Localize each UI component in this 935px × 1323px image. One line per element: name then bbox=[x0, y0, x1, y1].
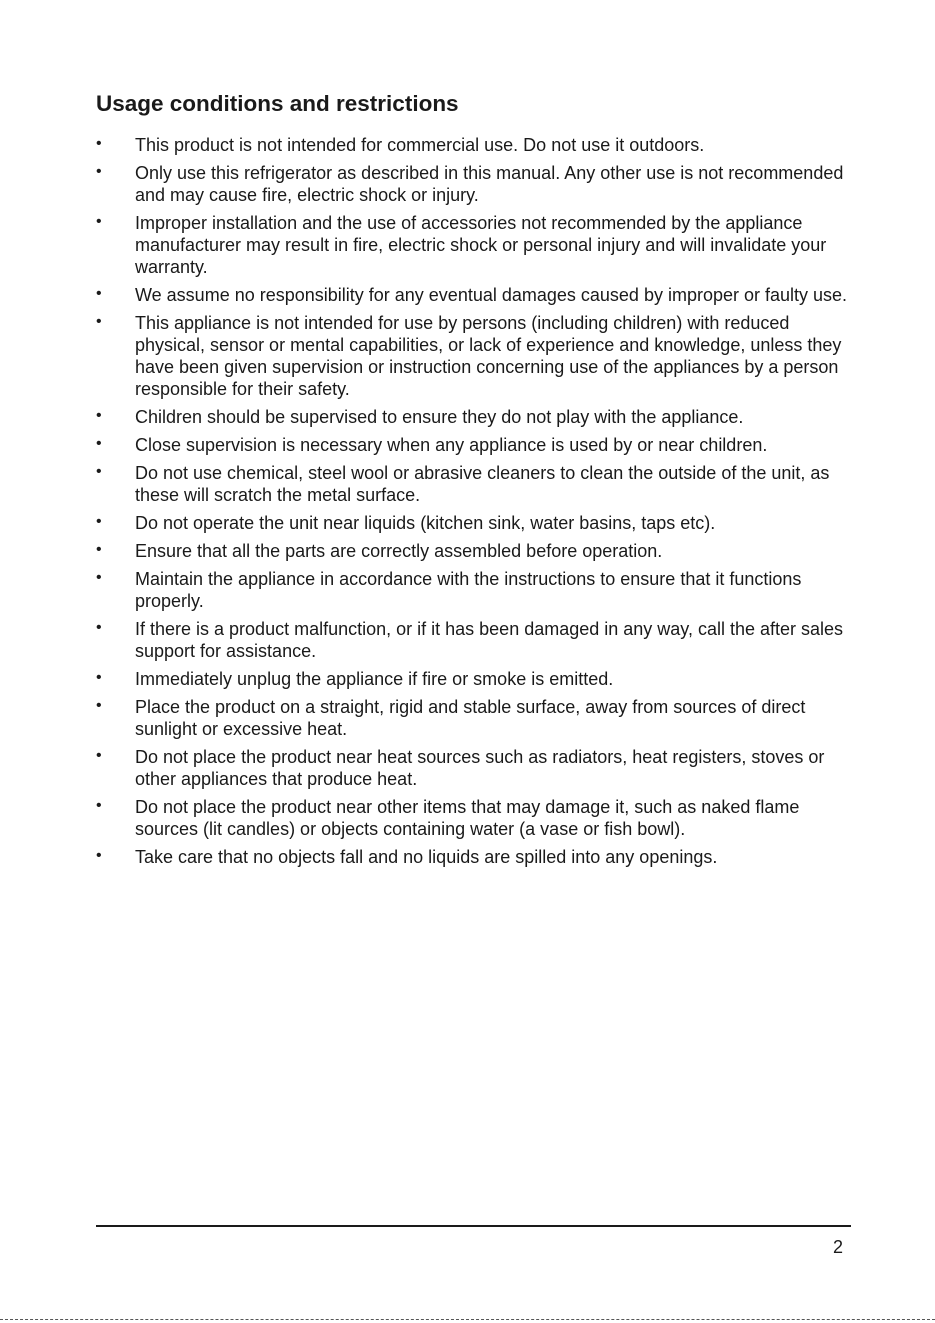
list-item bbox=[96, 746, 856, 790]
bullet-icon: • bbox=[96, 313, 102, 330]
usage-restrictions-list bbox=[96, 134, 856, 874]
bullet-icon: • bbox=[96, 569, 102, 586]
list-item-text: We assume no responsibility for any eventual damages caused by improper or faulty use. bbox=[135, 285, 848, 305]
list-item-text: Do not operate the unit near liquids (kitchen sink, water basins, taps etc). bbox=[135, 513, 716, 533]
list-item bbox=[96, 618, 856, 662]
list-item-text: Do not use chemical, steel wool or abrasive cleaners to clean the outside of the unit, as these will scratch the metal surface. bbox=[135, 463, 830, 505]
list-item-text: This appliance is not intended for use by persons (including children) with reduced physical, sensor or mental capabilities, or lack of experience and knowledge, unless they have been given supervision or instruction concerning use of the appliances by a person responsible for their safety. bbox=[135, 313, 842, 399]
bullet-icon: • bbox=[96, 541, 102, 558]
list-item bbox=[96, 434, 856, 456]
bullet-icon: • bbox=[96, 797, 102, 814]
list-item bbox=[96, 668, 856, 690]
bullet-icon: • bbox=[96, 163, 102, 180]
bullet-icon: • bbox=[96, 697, 102, 714]
bullet-icon: • bbox=[96, 135, 102, 152]
list-item bbox=[96, 568, 856, 612]
page-title: Usage conditions and restrictions bbox=[96, 91, 459, 116]
list-item-text: Improper installation and the use of accessories not recommended by the appliance manufacturer may result in fire, electric shock or personal injury and will invalidate your warranty. bbox=[135, 213, 827, 277]
list-item bbox=[96, 212, 856, 278]
list-item-text: This product is not intended for commercial use. Do not use it outdoors. bbox=[135, 135, 705, 155]
list-item-text: Only use this refrigerator as described in this manual. Any other use is not recommended and may cause fire, electric shock or injury. bbox=[135, 163, 844, 205]
list-item bbox=[96, 512, 856, 534]
bullet-icon: • bbox=[96, 513, 102, 530]
bullet-icon: • bbox=[96, 619, 102, 636]
bullet-icon: • bbox=[96, 213, 102, 230]
bullet-icon: • bbox=[96, 463, 102, 480]
list-item bbox=[96, 162, 856, 206]
list-item-text: Ensure that all the parts are correctly assembled before operation. bbox=[135, 541, 663, 561]
list-item bbox=[96, 134, 856, 156]
list-item-text: Take care that no objects fall and no liquids are spilled into any openings. bbox=[135, 847, 718, 867]
list-item bbox=[96, 696, 856, 740]
list-item bbox=[96, 284, 856, 306]
bullet-icon: • bbox=[96, 435, 102, 452]
list-item-text: Children should be supervised to ensure they do not play with the appliance. bbox=[135, 407, 744, 427]
list-item bbox=[96, 846, 856, 868]
list-item-text: Do not place the product near heat sources such as radiators, heat registers, stoves or other appliances that produce heat. bbox=[135, 747, 825, 789]
footer-divider bbox=[96, 1225, 851, 1227]
bullet-icon: • bbox=[96, 669, 102, 686]
list-item bbox=[96, 540, 856, 562]
bullet-icon: • bbox=[96, 747, 102, 764]
list-item-text: Place the product on a straight, rigid and stable surface, away from sources of direct sunlight or excessive heat. bbox=[135, 697, 806, 739]
list-item-text: If there is a product malfunction, or if it has been damaged in any way, call the after sales support for assistance. bbox=[135, 619, 844, 661]
list-item-text: Maintain the appliance in accordance with the instructions to ensure that it functions properly. bbox=[135, 569, 802, 611]
list-item bbox=[96, 406, 856, 428]
list-item bbox=[96, 462, 856, 506]
list-item-text: Close supervision is necessary when any appliance is used by or near children. bbox=[135, 435, 768, 455]
list-item bbox=[96, 312, 856, 400]
list-item bbox=[96, 796, 856, 840]
bullet-icon: • bbox=[96, 847, 102, 864]
list-item-text: Do not place the product near other items that may damage it, such as naked flame sources (lit candles) or objects containing water (a vase or fish bowl). bbox=[135, 797, 800, 839]
bullet-icon: • bbox=[96, 285, 102, 302]
page-number: 2 bbox=[832, 1237, 843, 1257]
bullet-icon: • bbox=[96, 407, 102, 424]
list-item-text: Immediately unplug the appliance if fire or smoke is emitted. bbox=[135, 669, 614, 689]
page-edge-divider bbox=[0, 1319, 935, 1320]
